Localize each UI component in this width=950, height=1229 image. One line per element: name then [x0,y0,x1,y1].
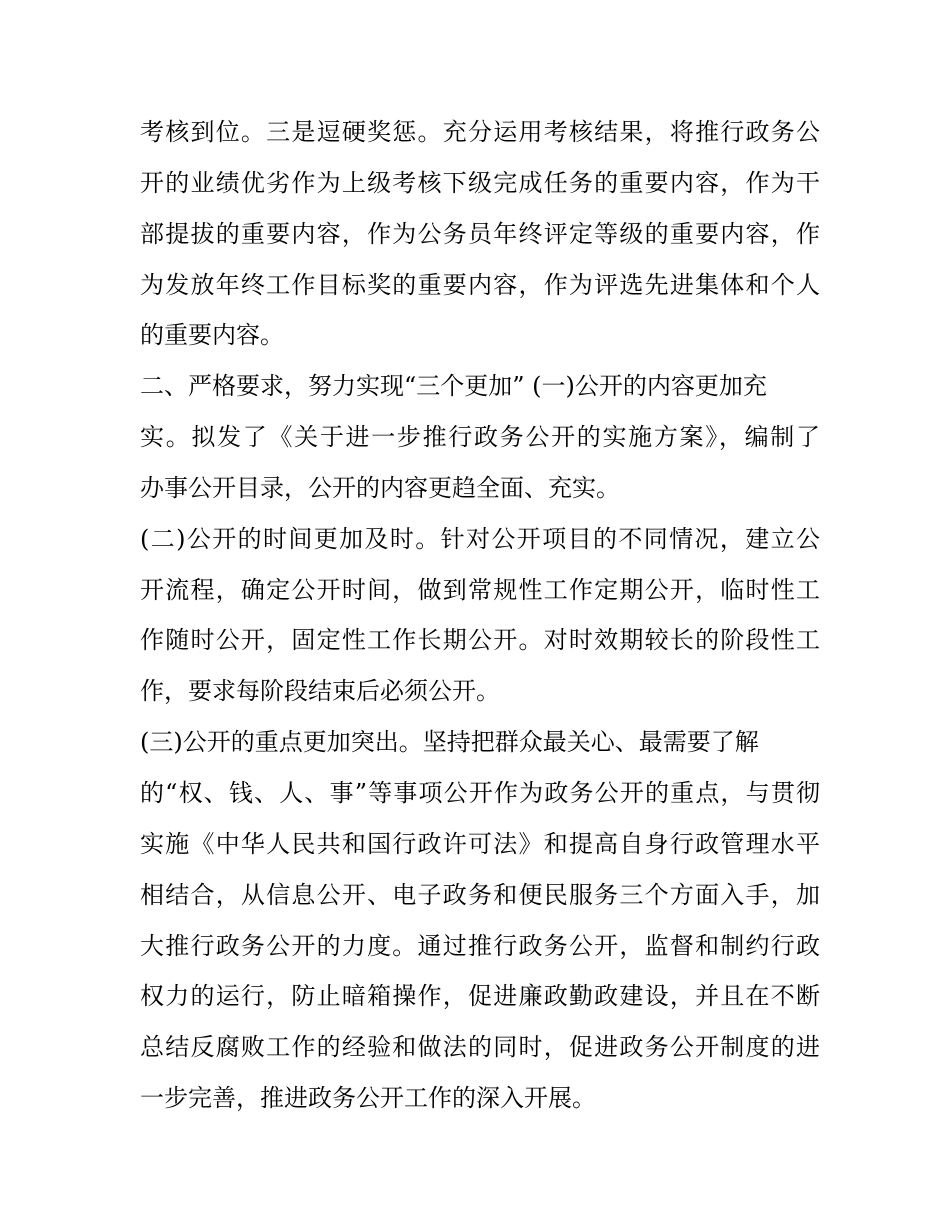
text-line: 作随时公开，固定性工作长期公开。对时效期较长的阶段性工 [140,626,820,655]
text-line: 总结反腐败工作的经验和做法的同时，促进政务公开制度的进 [140,1033,820,1062]
text-line: 大推行政务公开的力度。通过推行政务公开，监督和制约行政 [140,931,820,960]
text-line: 作，要求每阶段结束后必须公开。 [140,677,500,706]
text-line: 开的业绩优劣作为上级考核下级完成任务的重要内容，作为干 [140,168,820,197]
body-text [140,107,820,1124]
text-line: 为发放年终工作目标奖的重要内容，作为评选先进集体和个人 [140,270,820,299]
text-line: (二)公开的时间更加及时。针对公开项目的不同情况，建立公 [140,524,820,553]
text-line: 部提拔的重要内容，作为公务员年终评定等级的重要内容，作 [140,219,820,248]
text-line: 开流程，确定公开时间，做到常规性工作定期公开，临时性工 [140,575,820,604]
text-line: 的“权、钱、人、事”等事项公开作为政务公开的重点，与贯彻 [140,778,820,807]
text-line: (三)公开的重点更加突出。坚持把群众最关心、最需要了解 [140,728,759,757]
text-line: 二、严格要求，努力实现“三个更加” (一)公开的内容更加充 [140,372,767,401]
text-line: 实施《中华人民共和国行政许可法》和提高自身行政管理水平 [140,829,820,858]
text-line: 办事公开目录，公开的内容更趋全面、充实。 [140,473,620,502]
text-line: 实。拟发了《关于进一步推行政务公开的实施方案》，编制了 [140,423,820,452]
text-line: 一步完善，推进政务公开工作的深入开展。 [140,1084,596,1113]
text-line: 权力的运行，防止暗箱操作，促进廉政勤政建设，并且在不断 [140,982,820,1011]
text-line: 考核到位。三是逗硬奖惩。充分运用考核结果，将推行政务公 [140,118,820,146]
text-line: 的重要内容。 [140,321,284,350]
text-line: 相结合，从信息公开、电子政务和便民服务三个方面入手，加 [140,880,820,909]
